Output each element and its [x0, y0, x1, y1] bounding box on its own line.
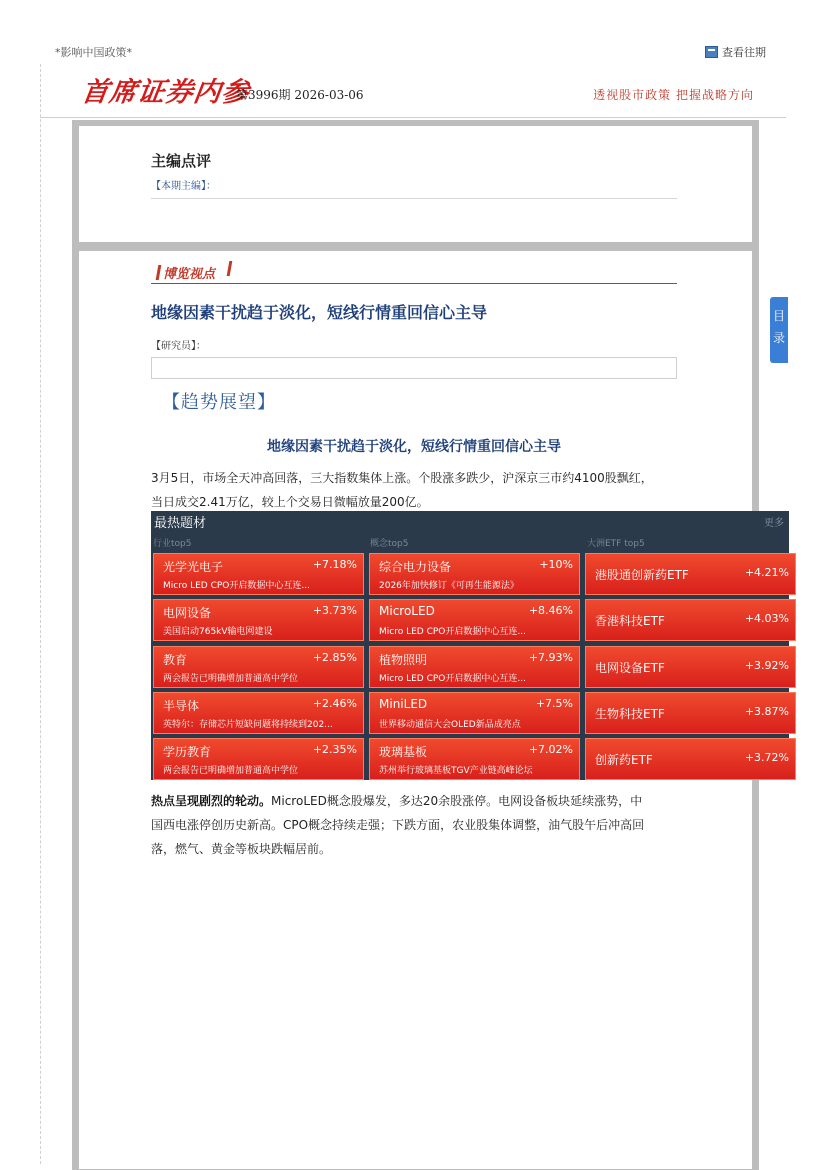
brand-logo: 首席证券内参 — [79, 77, 252, 108]
left-guide-line — [40, 64, 41, 1164]
slogan: 透视股市政策 把握战略方向 — [593, 88, 754, 102]
hot-topic-change: +2.85% — [312, 651, 357, 664]
hot-topic-news: Micro LED CPO开启数据中心互连... — [163, 581, 310, 591]
hot-topic-change: +7.93% — [528, 651, 573, 664]
hot-topic-change: +4.21% — [744, 566, 789, 579]
paragraph-1-line-1: 3月5日，市场全天冲高回落，三大指数集体上涨。个股涨多跌少，沪深京三市约4100股飘红， — [151, 471, 653, 485]
column-label-concept: 概念top5 — [370, 539, 409, 549]
hot-topic-concept-2[interactable] — [369, 599, 580, 641]
hot-topics-more-link[interactable]: 更多 — [764, 518, 784, 529]
column-label-industry: 行业top5 — [153, 539, 192, 549]
hot-topic-change: +7.02% — [528, 743, 573, 756]
hot-topic-concept-5[interactable] — [369, 738, 580, 780]
paragraph-2-line-2: 国西电涨停创历史新高。CPO概念持续走强；下跌方面，农业股集体调整，油气股午后冲高回 — [151, 818, 645, 832]
hot-topic-change: +10% — [539, 558, 573, 571]
hot-topics-title: 最热题材 — [154, 516, 207, 531]
hot-topic-name: 电网设备 — [163, 606, 212, 620]
hot-topic-name: 香港科技ETF — [595, 614, 665, 628]
hot-topic-change: +7.5% — [535, 697, 573, 710]
hot-topic-news: 两会报告已明确增加普通高中学位 — [163, 674, 299, 684]
hot-topic-industry-2[interactable] — [153, 599, 364, 641]
section-tag-rule — [151, 283, 677, 284]
hot-topic-concept-4[interactable] — [369, 692, 580, 734]
hot-topic-name: 创新药ETF — [595, 753, 653, 767]
history-link-label: 查看往期 — [722, 46, 766, 59]
hot-topic-name: 综合电力设备 — [379, 560, 452, 574]
article-title: 地缘因素干扰趋于淡化，短线行情重回信心主导 — [151, 303, 488, 322]
toc-label-2: 录 — [772, 331, 785, 345]
paragraph-1-line-2: 当日成交2.41万亿，较上个交易日微幅放量200亿。 — [151, 495, 429, 509]
hot-topic-change: +3.87% — [744, 705, 789, 718]
article-center-title: 地缘因素干扰趋于淡化，短线行情重回信心主导 — [267, 439, 561, 455]
toc-label-1: 目 — [772, 309, 785, 323]
column-label-etf: 大洲ETF top5 — [587, 539, 645, 549]
hot-topic-change: +7.18% — [312, 558, 357, 571]
history-link[interactable] — [705, 44, 766, 60]
tagline: *影响中国政策* — [55, 46, 132, 59]
hot-topic-change: +4.03% — [744, 612, 789, 625]
hot-topic-name: 光学光电子 — [163, 560, 224, 574]
hot-topic-industry-4[interactable] — [153, 692, 364, 734]
calendar-icon — [705, 46, 718, 58]
hot-topic-etf-5[interactable] — [585, 738, 796, 780]
hot-topic-name: 植物照明 — [379, 653, 428, 667]
hot-topic-name: 生物科技ETF — [595, 707, 665, 721]
hot-topic-industry-3[interactable] — [153, 646, 364, 688]
hot-topic-name: MiniLED — [379, 697, 428, 711]
hot-topic-name: 教育 — [163, 653, 188, 667]
editor-divider — [151, 198, 677, 199]
header-divider — [40, 117, 786, 118]
hot-topic-name: 学历教育 — [163, 745, 212, 759]
hot-topic-etf-2[interactable] — [585, 599, 796, 641]
hot-topic-etf-1[interactable] — [585, 553, 796, 595]
section-tag: 博览视点 — [163, 267, 216, 282]
hot-topic-name: 半导体 — [163, 699, 200, 713]
hot-topic-news: Micro LED CPO开启数据中心互连... — [379, 674, 526, 684]
researcher-box — [151, 357, 677, 379]
hot-topic-news: Micro LED CPO开启数据中心互连... — [379, 627, 526, 637]
hot-topic-news: 苏州举行玻璃基板TGV产业链高峰论坛 — [379, 766, 533, 776]
hot-topic-name: 电网设备ETF — [595, 661, 665, 675]
hot-topic-news: 英特尔：存储芯片短缺问题将持续到202... — [163, 720, 333, 730]
paragraph-2 — [151, 789, 677, 861]
hot-topic-name: 港股通创新药ETF — [595, 568, 689, 582]
hot-topic-change: +3.72% — [744, 751, 789, 764]
issue-info: 第3996期 2026-03-06 — [236, 88, 364, 102]
hot-topic-etf-4[interactable] — [585, 692, 796, 734]
paragraph-2-line-3: 落，燃气、黄金等板块跌幅居前。 — [151, 842, 332, 856]
hot-topic-concept-3[interactable] — [369, 646, 580, 688]
hot-topic-concept-1[interactable] — [369, 553, 580, 595]
trend-heading: 【趋势展望】 — [162, 392, 276, 413]
researcher-label: 【研究员】： — [151, 341, 206, 352]
hot-topic-change: +2.35% — [312, 743, 357, 756]
hot-topic-name: 玻璃基板 — [379, 745, 428, 759]
hot-topic-name: MicroLED — [379, 604, 435, 618]
hot-topic-news: 2026年加快修订《可再生能源法》 — [379, 581, 519, 591]
toc-tab[interactable] — [770, 297, 788, 363]
hot-topic-change: +3.92% — [744, 659, 789, 672]
hot-topic-change: +8.46% — [528, 604, 573, 617]
paragraph-2-highlight: 热点呈现剧烈的轮动。 — [151, 794, 272, 808]
hot-topic-change: +3.73% — [312, 604, 357, 617]
hot-topic-industry-1[interactable] — [153, 553, 364, 595]
editor-title: 主编点评 — [151, 152, 212, 170]
hot-topic-news: 美国启动765kV输电网建设 — [163, 627, 273, 637]
hot-topic-news: 两会报告已明确增加普通高中学位 — [163, 766, 299, 776]
hot-topic-news: 世界移动通信大会OLED新品成亮点 — [379, 720, 521, 730]
editor-subtitle: 【本期主编】： — [151, 181, 216, 192]
hot-topic-etf-3[interactable] — [585, 646, 796, 688]
paragraph-2-line-1: MicroLED概念股爆发，多达20余股涨停。电网设备板块延续涨势，中 — [271, 794, 643, 808]
hot-topic-change: +2.46% — [312, 697, 357, 710]
hot-topic-industry-5[interactable] — [153, 738, 364, 780]
paragraph-1 — [151, 466, 677, 514]
